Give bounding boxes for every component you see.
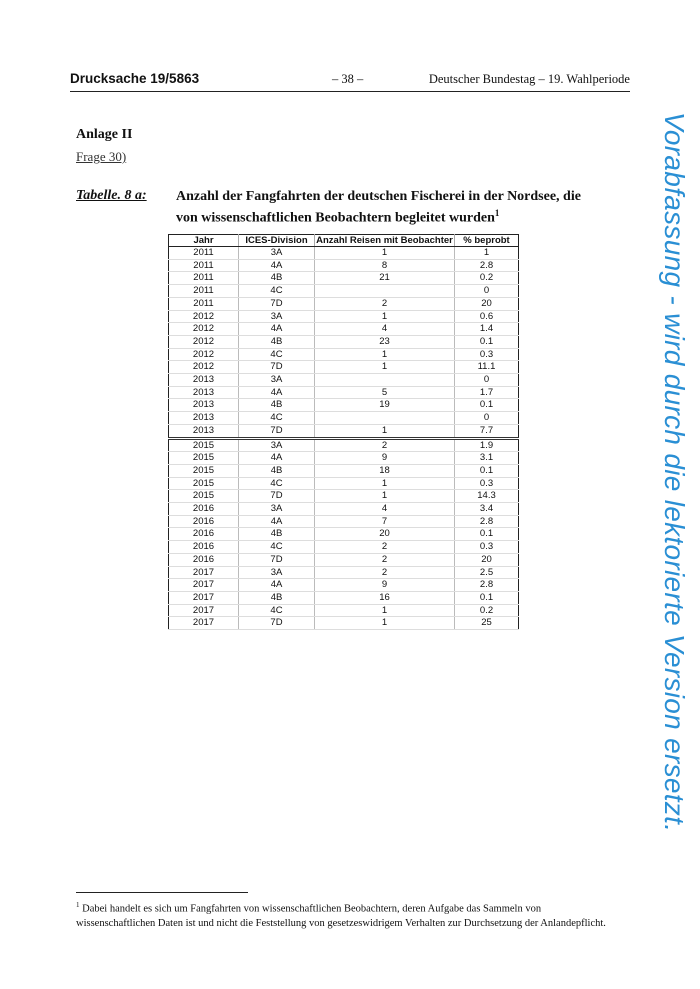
cell-trips-with-observer: 2 xyxy=(315,541,455,554)
table-row xyxy=(169,566,519,579)
cell-trips-with-observer: 21 xyxy=(315,272,455,285)
question-reference: Frage 30) xyxy=(76,149,127,164)
cell-ices-division: 4C xyxy=(239,285,315,298)
cell-ices-division: 7D xyxy=(239,361,315,374)
cell-ices-division: 7D xyxy=(239,490,315,503)
cell-year: 2016 xyxy=(169,528,239,541)
cell-year: 2016 xyxy=(169,541,239,554)
table-row xyxy=(169,579,519,592)
table-row xyxy=(169,477,519,490)
cell-trips-with-observer: 9 xyxy=(315,579,455,592)
table-row xyxy=(169,464,519,477)
table-row xyxy=(169,541,519,554)
footnote xyxy=(76,898,606,931)
cell-trips-with-observer: 1 xyxy=(315,247,455,260)
cell-trips-with-observer xyxy=(315,412,455,425)
cell-ices-division: 4A xyxy=(239,579,315,592)
cell-percent-sampled: 0.2 xyxy=(455,604,519,617)
cell-ices-division: 7D xyxy=(239,297,315,310)
column-header-year: Jahr xyxy=(169,235,239,247)
table-row xyxy=(169,438,519,452)
cell-percent-sampled: 2.5 xyxy=(455,566,519,579)
cell-trips-with-observer: 2 xyxy=(315,553,455,566)
cell-percent-sampled: 2.8 xyxy=(455,259,519,272)
cell-ices-division: 3A xyxy=(239,503,315,516)
table-row xyxy=(169,374,519,387)
cell-percent-sampled: 0.1 xyxy=(455,464,519,477)
table-row xyxy=(169,399,519,412)
cell-year: 2011 xyxy=(169,247,239,260)
cell-ices-division: 4A xyxy=(239,323,315,336)
cell-percent-sampled: 0.3 xyxy=(455,477,519,490)
table-row xyxy=(169,452,519,465)
observer-trips-table xyxy=(168,234,519,630)
publisher-line: Deutscher Bundestag – 19. Wahlperiode xyxy=(428,72,630,86)
cell-trips-with-observer: 1 xyxy=(315,310,455,323)
cell-percent-sampled: 3.4 xyxy=(455,503,519,516)
cell-ices-division: 3A xyxy=(239,247,315,260)
column-header-ices-division: ICES-Division xyxy=(239,235,315,247)
annex-title: Anlage II xyxy=(76,127,133,142)
table-caption-text: Anzahl der Fangfahrten der deutschen Fischerei in der Nordsee, die von wissenschaftlichen Beobachtern begleitet wurden xyxy=(176,189,581,226)
cell-trips-with-observer: 1 xyxy=(315,490,455,503)
column-header-trips-with-observer: Anzahl Reisen mit Beobachter xyxy=(316,235,453,246)
table-row xyxy=(169,591,519,604)
cell-year: 2017 xyxy=(169,566,239,579)
cell-trips-with-observer: 4 xyxy=(315,323,455,336)
cell-trips-with-observer: 19 xyxy=(315,399,455,412)
cell-trips-with-observer: 1 xyxy=(315,424,455,438)
cell-year: 2016 xyxy=(169,553,239,566)
table-row xyxy=(169,310,519,323)
cell-percent-sampled: 20 xyxy=(455,297,519,310)
cell-ices-division: 4B xyxy=(239,528,315,541)
cell-ices-division: 4A xyxy=(239,452,315,465)
table-row xyxy=(169,297,519,310)
cell-percent-sampled: 14.3 xyxy=(455,490,519,503)
cell-percent-sampled: 0 xyxy=(455,285,519,298)
cell-percent-sampled: 25 xyxy=(455,617,519,630)
footnote-divider xyxy=(76,892,248,893)
cell-trips-with-observer: 1 xyxy=(315,348,455,361)
table-row xyxy=(169,247,519,260)
draft-watermark: Vorabfassung - wird durch die lektorierte Version ersetzt. xyxy=(659,112,690,833)
cell-year: 2015 xyxy=(169,477,239,490)
table-row xyxy=(169,604,519,617)
cell-percent-sampled: 0.1 xyxy=(455,399,519,412)
table-row xyxy=(169,323,519,336)
column-header-percent-sampled: % beprobt xyxy=(455,235,519,247)
cell-year: 2015 xyxy=(169,452,239,465)
cell-percent-sampled: 0.1 xyxy=(455,591,519,604)
cell-year: 2012 xyxy=(169,361,239,374)
cell-trips-with-observer: 2 xyxy=(315,438,455,452)
table-row xyxy=(169,424,519,438)
cell-percent-sampled: 1.9 xyxy=(455,438,519,452)
cell-percent-sampled: 2.8 xyxy=(455,579,519,592)
cell-percent-sampled: 1.4 xyxy=(455,323,519,336)
cell-percent-sampled: 1 xyxy=(455,247,519,260)
cell-trips-with-observer: 1 xyxy=(315,361,455,374)
table-row xyxy=(169,272,519,285)
cell-year: 2012 xyxy=(169,323,239,336)
cell-trips-with-observer: 2 xyxy=(315,297,455,310)
footnote-text: Dabei handelt es sich um Fangfahrten von wissenschaftlichen Beobachtern, deren Aufgabe das Sammeln von wissenschaftlichen Daten ist und nicht die Feststellung von gesetzeswidrigem Verhalten zur Durchsetzung der Anlandepflicht. xyxy=(76,903,606,929)
cell-ices-division: 4C xyxy=(239,541,315,554)
cell-trips-with-observer: 4 xyxy=(315,503,455,516)
cell-year: 2011 xyxy=(169,285,239,298)
cell-year: 2017 xyxy=(169,604,239,617)
cell-percent-sampled: 0.1 xyxy=(455,528,519,541)
cell-trips-with-observer: 7 xyxy=(315,515,455,528)
table-row xyxy=(169,285,519,298)
table-row xyxy=(169,361,519,374)
cell-year: 2015 xyxy=(169,490,239,503)
cell-year: 2017 xyxy=(169,591,239,604)
cell-year: 2017 xyxy=(169,617,239,630)
cell-trips-with-observer: 23 xyxy=(315,335,455,348)
table-row xyxy=(169,515,519,528)
cell-trips-with-observer: 18 xyxy=(315,464,455,477)
cell-percent-sampled: 0.2 xyxy=(455,272,519,285)
footnote-reference: 1 xyxy=(494,208,500,218)
cell-year: 2013 xyxy=(169,386,239,399)
cell-percent-sampled: 7.7 xyxy=(455,424,519,438)
table-row xyxy=(169,412,519,425)
cell-percent-sampled: 0.1 xyxy=(455,335,519,348)
table-header-row xyxy=(169,235,519,247)
cell-trips-with-observer: 1 xyxy=(315,617,455,630)
table-row xyxy=(169,503,519,516)
cell-year: 2011 xyxy=(169,297,239,310)
table-label: Tabelle. 8 a: xyxy=(76,188,147,203)
cell-percent-sampled: 0.3 xyxy=(455,348,519,361)
table-row xyxy=(169,553,519,566)
cell-ices-division: 4A xyxy=(239,515,315,528)
table-row xyxy=(169,386,519,399)
cell-trips-with-observer: 2 xyxy=(315,566,455,579)
cell-ices-division: 4C xyxy=(239,412,315,425)
cell-ices-division: 4B xyxy=(239,591,315,604)
cell-ices-division: 4B xyxy=(239,464,315,477)
cell-year: 2017 xyxy=(169,579,239,592)
table-row xyxy=(169,335,519,348)
cell-percent-sampled: 3.1 xyxy=(455,452,519,465)
cell-percent-sampled: 0.6 xyxy=(455,310,519,323)
document-number: Drucksache 19/5863 xyxy=(70,71,200,86)
cell-year: 2013 xyxy=(169,374,239,387)
page-header xyxy=(70,71,630,92)
cell-ices-division: 4C xyxy=(239,604,315,617)
cell-percent-sampled: 20 xyxy=(455,553,519,566)
cell-trips-with-observer: 8 xyxy=(315,259,455,272)
cell-trips-with-observer: 9 xyxy=(315,452,455,465)
cell-trips-with-observer: 16 xyxy=(315,591,455,604)
cell-ices-division: 4B xyxy=(239,272,315,285)
cell-year: 2011 xyxy=(169,272,239,285)
cell-ices-division: 7D xyxy=(239,617,315,630)
cell-trips-with-observer: 20 xyxy=(315,528,455,541)
cell-ices-division: 3A xyxy=(239,438,315,452)
table-row xyxy=(169,617,519,630)
cell-ices-division: 4A xyxy=(239,259,315,272)
cell-ices-division: 7D xyxy=(239,424,315,438)
table-row xyxy=(169,490,519,503)
cell-trips-with-observer: 5 xyxy=(315,386,455,399)
cell-year: 2013 xyxy=(169,399,239,412)
cell-trips-with-observer xyxy=(315,374,455,387)
cell-year: 2016 xyxy=(169,503,239,516)
table-caption xyxy=(176,188,606,227)
table-row xyxy=(169,528,519,541)
cell-year: 2015 xyxy=(169,464,239,477)
footnote-mark: 1 xyxy=(76,901,80,909)
cell-percent-sampled: 0 xyxy=(455,412,519,425)
cell-trips-with-observer: 1 xyxy=(315,604,455,617)
cell-year: 2016 xyxy=(169,515,239,528)
cell-year: 2012 xyxy=(169,348,239,361)
cell-ices-division: 3A xyxy=(239,566,315,579)
page-number: – 38 – xyxy=(332,72,364,86)
cell-year: 2013 xyxy=(169,424,239,438)
cell-trips-with-observer: 1 xyxy=(315,477,455,490)
cell-ices-division: 3A xyxy=(239,374,315,387)
cell-percent-sampled: 11.1 xyxy=(455,361,519,374)
cell-percent-sampled: 0 xyxy=(455,374,519,387)
cell-trips-with-observer xyxy=(315,285,455,298)
cell-ices-division: 3A xyxy=(239,310,315,323)
cell-ices-division: 4B xyxy=(239,399,315,412)
cell-ices-division: 4C xyxy=(239,348,315,361)
table-body xyxy=(169,247,519,630)
cell-ices-division: 7D xyxy=(239,553,315,566)
cell-year: 2011 xyxy=(169,259,239,272)
cell-year: 2013 xyxy=(169,412,239,425)
cell-year: 2012 xyxy=(169,310,239,323)
table-row xyxy=(169,348,519,361)
cell-percent-sampled: 1.7 xyxy=(455,386,519,399)
cell-ices-division: 4B xyxy=(239,335,315,348)
cell-year: 2012 xyxy=(169,335,239,348)
cell-ices-division: 4C xyxy=(239,477,315,490)
table-row xyxy=(169,259,519,272)
cell-percent-sampled: 0.3 xyxy=(455,541,519,554)
cell-ices-division: 4A xyxy=(239,386,315,399)
cell-year: 2015 xyxy=(169,438,239,452)
cell-percent-sampled: 2.8 xyxy=(455,515,519,528)
